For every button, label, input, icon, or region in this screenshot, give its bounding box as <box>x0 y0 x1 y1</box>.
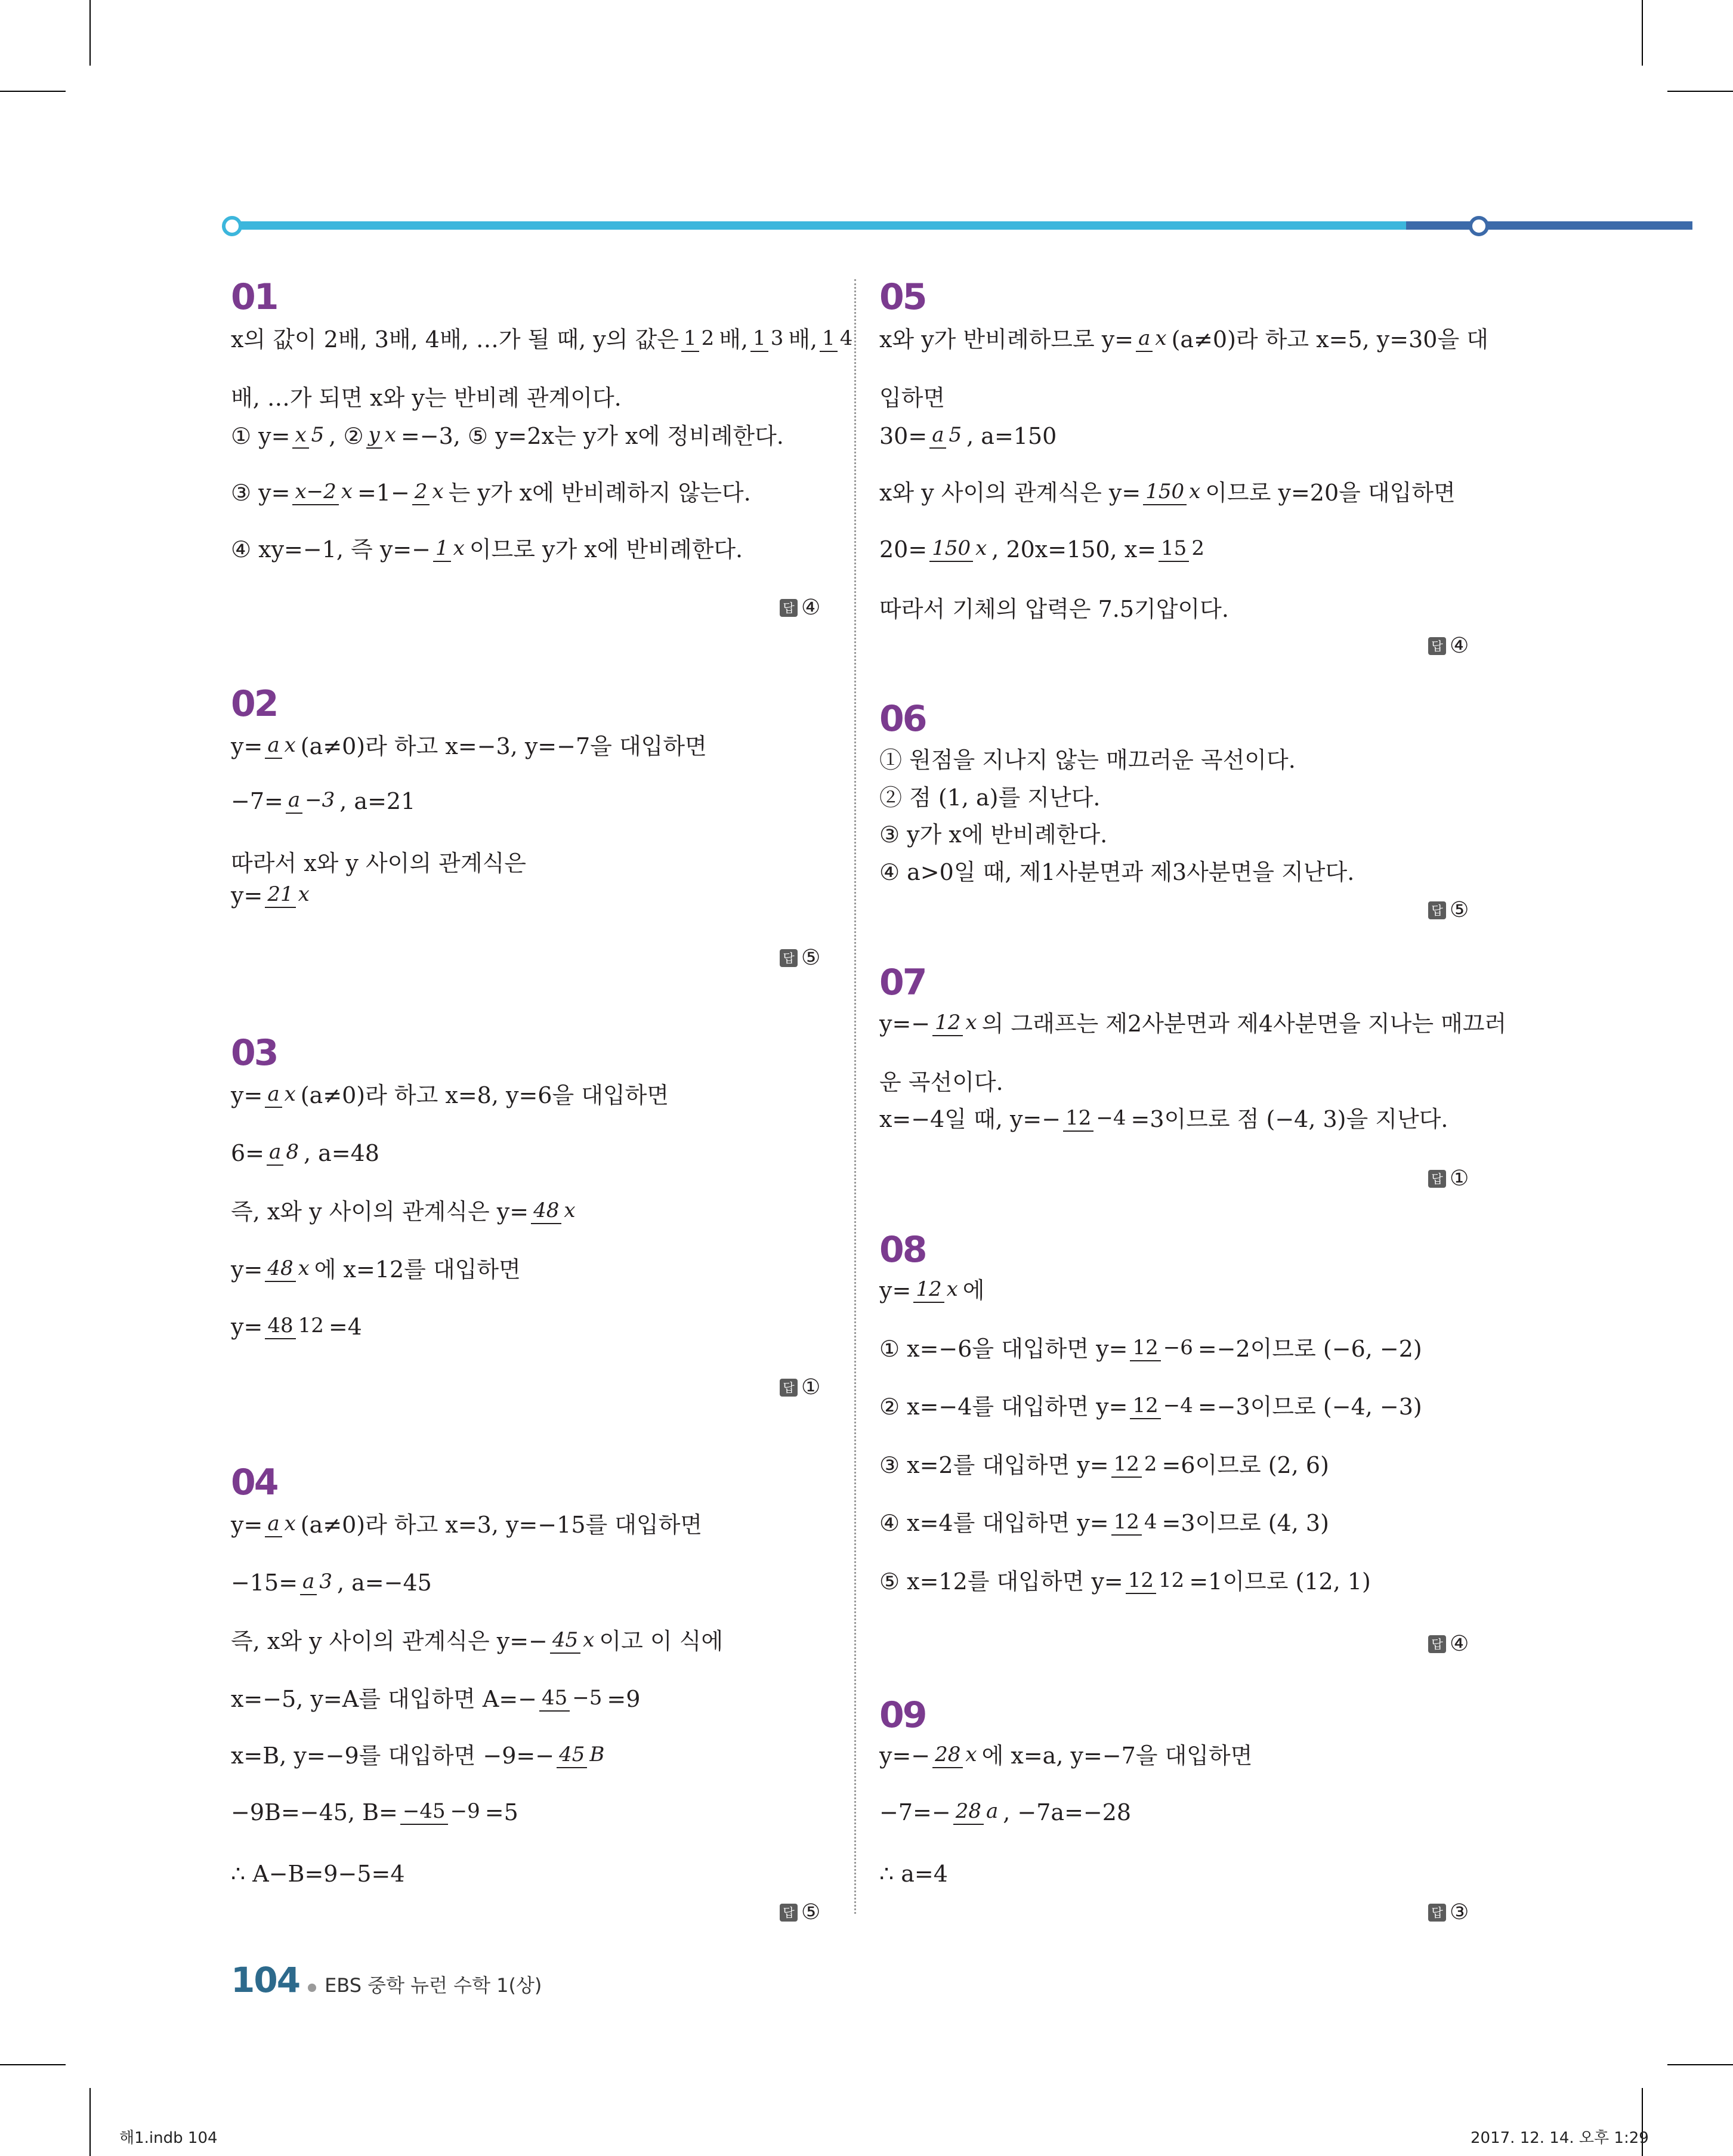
text: ④ x=4를 대입하면 y= <box>879 1509 1109 1536</box>
crop-mark <box>89 0 91 66</box>
fraction: x−2 x <box>292 480 354 505</box>
solution-line <box>231 1629 723 1654</box>
solution-line <box>879 537 1209 562</box>
fraction: 12 −4 <box>1063 1107 1128 1132</box>
text: y= <box>231 1313 263 1340</box>
fraction: a 3 <box>300 1570 335 1595</box>
book-title: EBS 중학 뉴런 수학 1(상) <box>325 1974 542 1997</box>
text: 는 y가 x에 반비례하지 않는다. <box>448 479 751 506</box>
answer-icon: 답 <box>780 949 798 967</box>
text: =4 <box>328 1313 362 1340</box>
text: =9 <box>607 1685 641 1712</box>
text: (a≠0)라 하고 x=3, y=−15를 대입하면 <box>300 1511 703 1538</box>
bullet-icon <box>308 1984 316 1992</box>
text: 에 x=12를 대입하면 <box>314 1256 521 1283</box>
page-number: 104 <box>231 1960 300 2000</box>
solution-line <box>231 1687 640 1712</box>
text: y=− <box>879 1010 931 1037</box>
text: , ② <box>329 422 364 449</box>
fraction: a −3 <box>286 789 337 814</box>
text: −15= <box>231 1569 298 1596</box>
answer-icon: 답 <box>1428 1635 1446 1653</box>
crop-mark <box>1642 0 1643 66</box>
text: , 20x=150, x= <box>991 536 1157 563</box>
fraction: a 8 <box>267 1141 301 1166</box>
solution-line <box>879 1453 1329 1478</box>
text: x=B, y=−9를 대입하면 −9=− <box>231 1742 555 1769</box>
solution-line <box>879 1107 1448 1132</box>
solution-line: 운 곡선이다. <box>879 1069 1003 1095</box>
answer-value: ⑤ <box>1450 898 1469 922</box>
fraction: 1 4 <box>820 327 855 352</box>
text: x의 값이 2배, 3배, 4배, …가 될 때, y의 값은 <box>231 326 679 353</box>
answer-icon: 답 <box>1428 1904 1446 1922</box>
fraction: a 5 <box>929 424 964 449</box>
fraction: a x <box>1136 327 1169 352</box>
text: y= <box>231 1256 263 1283</box>
text: 즉, x와 y 사이의 관계식은 y=− <box>231 1627 548 1654</box>
solution-line <box>231 537 743 562</box>
answer-value: ① <box>801 1375 821 1400</box>
answer <box>780 946 820 970</box>
question-number: 09 <box>879 1694 926 1736</box>
solution-line <box>231 1141 379 1166</box>
solution-line <box>879 327 1488 352</box>
fraction: 150 x <box>929 537 989 562</box>
fraction: 45 −5 <box>539 1687 604 1712</box>
solution-line <box>879 1011 1506 1036</box>
question-number: 02 <box>231 683 277 725</box>
answer-value: ④ <box>1450 1632 1469 1656</box>
fraction: 12 12 <box>1126 1569 1187 1594</box>
text: 이므로 y가 x에 반비례한다. <box>469 536 743 563</box>
answer-icon: 답 <box>780 599 798 617</box>
solution-line: 배, …가 되면 x와 y는 반비례 관계이다. <box>231 385 622 411</box>
text: ⑤ x=12를 대입하면 y= <box>879 1568 1123 1595</box>
header-bar-light <box>234 221 1415 230</box>
solution-line <box>231 1800 518 1825</box>
header-bar-dark <box>1406 221 1692 230</box>
fraction: y x <box>366 424 399 449</box>
header-bar-left-dot <box>222 216 242 236</box>
fraction: 12 −4 <box>1130 1394 1195 1419</box>
question-number: 05 <box>879 276 926 318</box>
solution-line: ③ y가 x에 반비례한다. <box>879 821 1108 848</box>
solution-line <box>231 1314 362 1339</box>
text: y= <box>879 1277 912 1304</box>
question-number: 07 <box>879 962 926 1003</box>
fraction: 1 3 <box>750 327 786 352</box>
solution-line <box>231 327 857 352</box>
text: =−3이므로 (−4, −3) <box>1197 1393 1422 1420</box>
fraction: 48 12 <box>265 1314 326 1339</box>
answer-icon: 답 <box>1428 1170 1446 1188</box>
fraction: −45 −9 <box>400 1800 483 1825</box>
solution-line: ④ a>0일 때, 제1사분면과 제3사분면을 지난다. <box>879 859 1355 885</box>
text: =1− <box>357 479 410 506</box>
fraction: 45 x <box>550 1629 597 1654</box>
solution-line <box>879 1278 984 1303</box>
solution-line <box>231 1257 521 1282</box>
answer <box>1428 1166 1469 1191</box>
text: −7= <box>231 787 283 814</box>
solution-line <box>879 1800 1131 1825</box>
text: 에 <box>962 1277 985 1304</box>
fraction: 28 x <box>932 1743 979 1768</box>
solution-line <box>879 1336 1422 1361</box>
text: =5 <box>484 1799 518 1826</box>
solution-line <box>231 1570 432 1595</box>
fraction: 48 x <box>531 1199 577 1224</box>
text: −7=− <box>879 1799 951 1826</box>
text: =−3, ⑤ y=2x는 y가 x에 정비례한다. <box>400 422 784 449</box>
fraction: 12 x <box>913 1278 960 1303</box>
text: ③ x=2를 대입하면 y= <box>879 1451 1109 1478</box>
text: =1이므로 (12, 1) <box>1189 1568 1371 1595</box>
fraction: 1 2 <box>681 327 716 352</box>
answer-value: ⑤ <box>801 946 821 970</box>
solution-line: ② 점 (1, a)를 지난다. <box>879 784 1101 811</box>
fraction: a x <box>265 1083 298 1108</box>
answer <box>1428 1900 1469 1925</box>
solution-line <box>231 1512 702 1537</box>
text: x=−4일 때, y=− <box>879 1105 1061 1132</box>
solution-line <box>879 1743 1252 1768</box>
answer-icon: 답 <box>780 1904 798 1922</box>
text: y= <box>231 1082 263 1108</box>
text: , a=150 <box>966 422 1057 449</box>
solution-line: 따라서 기체의 압력은 7.5기압이다. <box>879 596 1229 622</box>
text: y= <box>231 733 263 759</box>
solution-line <box>231 734 707 759</box>
answer-value: ⑤ <box>801 1900 821 1925</box>
solution-line: 따라서 x와 y 사이의 관계식은 <box>231 850 527 876</box>
fraction: 12 4 <box>1111 1511 1160 1536</box>
text: y=− <box>879 1742 931 1769</box>
fraction: 45 B <box>557 1743 607 1768</box>
text: 즉, x와 y 사이의 관계식은 y= <box>231 1198 529 1225</box>
solution-line: 입하면 <box>879 385 946 411</box>
text: (a≠0)라 하고 x=5, y=30을 대 <box>1171 326 1488 353</box>
answer-value: ④ <box>801 595 821 620</box>
solution-line <box>231 1083 669 1108</box>
answer <box>780 1900 820 1925</box>
answer-value: ① <box>1450 1166 1469 1191</box>
fraction: 21 x <box>265 883 311 908</box>
text: 6= <box>231 1139 265 1166</box>
text: (a≠0)라 하고 x=8, y=6을 대입하면 <box>300 1082 669 1108</box>
answer <box>1428 1632 1469 1656</box>
answer <box>780 595 820 620</box>
text: −9B=−45, B= <box>231 1799 398 1826</box>
text: (a≠0)라 하고 x=−3, y=−7을 대입하면 <box>300 733 707 759</box>
answer-value: ④ <box>1450 634 1469 658</box>
text: 배, <box>719 326 749 353</box>
question-number: 06 <box>879 698 926 740</box>
text: y= <box>231 882 263 909</box>
solution-line <box>879 1511 1329 1536</box>
fraction: 1 x <box>433 537 467 562</box>
text: , a=−45 <box>336 1569 432 1596</box>
solution-line <box>231 480 751 505</box>
text: ④ xy=−1, 즉 y=− <box>231 536 431 563</box>
crop-mark <box>0 91 66 92</box>
answer <box>1428 634 1469 658</box>
fraction: 150 x <box>1143 480 1203 505</box>
header-bar <box>222 216 1490 234</box>
fraction: 48 x <box>265 1257 311 1282</box>
solution-line <box>879 1394 1422 1419</box>
fraction: 2 x <box>412 480 446 505</box>
solution-line <box>879 1569 1371 1594</box>
question-number: 04 <box>231 1462 277 1503</box>
text: 이고 이 식에 <box>599 1627 724 1654</box>
text: x와 y 사이의 관계식은 y= <box>879 479 1141 506</box>
question-number: 01 <box>231 276 277 318</box>
text: y= <box>231 1511 263 1538</box>
answer-icon: 답 <box>1428 901 1446 919</box>
text: ③ y= <box>231 479 291 506</box>
question-number: 08 <box>879 1229 926 1271</box>
fraction: 28 a <box>953 1800 1001 1825</box>
text: 의 그래프는 제2사분면과 제4사분면을 지나는 매끄러 <box>981 1010 1507 1037</box>
text: 에 x=a, y=−7을 대입하면 <box>981 1742 1253 1769</box>
answer-icon: 답 <box>780 1379 798 1397</box>
text: x와 y가 반비례하므로 y= <box>879 326 1134 353</box>
text: =3이므로 점 (−4, 3)을 지난다. <box>1130 1105 1448 1132</box>
print-slug-file: 해1.indb 104 <box>119 2129 218 2147</box>
solution-line: ① 원점을 지나지 않는 매끄러운 곡선이다. <box>879 747 1296 773</box>
solution-line <box>231 424 784 449</box>
solution-line <box>879 424 1057 449</box>
text: x=−5, y=A를 대입하면 A=− <box>231 1685 537 1712</box>
text: ① y= <box>231 422 291 449</box>
text: 배, <box>788 326 818 353</box>
text: 20= <box>879 536 928 563</box>
text: =−2이므로 (−6, −2) <box>1197 1335 1422 1362</box>
text: 30= <box>879 422 928 449</box>
solution-line <box>231 1743 609 1768</box>
crop-mark <box>0 2064 66 2065</box>
print-slug-date: 2017. 12. 14. 오후 1:29 <box>1471 2129 1649 2147</box>
solution-line <box>231 1199 580 1224</box>
text: , a=48 <box>303 1139 379 1166</box>
column-divider <box>854 279 856 1914</box>
fraction: x 5 <box>292 424 326 449</box>
fraction: 12 x <box>932 1011 979 1036</box>
page-footer <box>231 1960 542 2000</box>
text: ① x=−6을 대입하면 y= <box>879 1335 1128 1362</box>
text: =6이므로 (2, 6) <box>1161 1451 1329 1478</box>
solution-line <box>231 883 314 908</box>
text: ② x=−4를 대입하면 y= <box>879 1393 1128 1420</box>
answer <box>1428 898 1469 922</box>
fraction: 15 2 <box>1159 537 1207 562</box>
fraction: 12 −6 <box>1130 1336 1195 1361</box>
text: , a=21 <box>339 787 416 814</box>
crop-mark <box>1667 2064 1733 2065</box>
answer <box>780 1375 820 1400</box>
solution-line: ∴ A−B=9−5=4 <box>231 1861 405 1887</box>
crop-mark <box>89 2088 91 2156</box>
solution-line: ∴ a=4 <box>879 1861 948 1887</box>
fraction: 12 2 <box>1111 1453 1160 1478</box>
answer-value: ③ <box>1450 1900 1469 1925</box>
fraction: a x <box>265 734 298 759</box>
text: 이므로 y=20을 대입하면 <box>1205 479 1456 506</box>
header-bar-right-dot <box>1469 216 1489 236</box>
crop-mark <box>1667 91 1733 92</box>
text: , −7a=−28 <box>1003 1799 1132 1826</box>
question-number: 03 <box>231 1032 277 1074</box>
solution-line <box>231 789 415 814</box>
text: =3이므로 (4, 3) <box>1161 1509 1329 1536</box>
solution-line <box>879 480 1456 505</box>
fraction: a x <box>265 1512 298 1537</box>
answer-icon: 답 <box>1428 637 1446 655</box>
